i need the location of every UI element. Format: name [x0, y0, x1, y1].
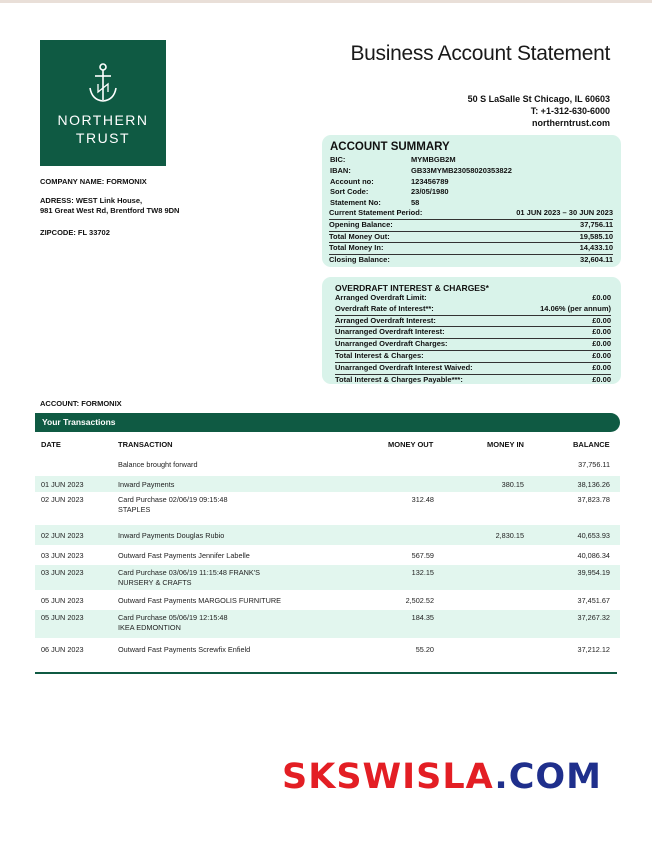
money-in-cell: 2,830.15 — [495, 530, 524, 540]
overdraft-row-value: £0.00 — [592, 293, 611, 302]
bic-value: MYMBGB2M — [411, 155, 456, 164]
overdraft-row-label: Overdraft Rate of Interest**: — [335, 303, 434, 313]
bank-address-block — [468, 93, 610, 129]
logo-text-line1: NORTHERN — [57, 112, 149, 128]
account-summary-title: ACCOUNT SUMMARY — [330, 141, 450, 153]
transactions-header-bar — [35, 413, 620, 432]
transaction-date: 01 JUN 2023 — [41, 479, 84, 489]
money-out-cell: 2,502.52 — [405, 595, 434, 605]
overdraft-row-label: Arranged Overdraft Limit: — [335, 293, 427, 302]
balance-cell: 37,267.32 — [577, 613, 610, 622]
bank-website: northerntrust.com — [531, 118, 610, 128]
summary-balances — [329, 208, 613, 266]
overdraft-row-value: £0.00 — [592, 339, 611, 349]
overdraft-row-label: Arranged Overdraft Interest: — [335, 315, 436, 325]
transaction-description: Card Purchase 05/06/19 12:15:48 IKEA EDMONTION — [118, 613, 228, 632]
account-name: FORMONIX — [81, 399, 122, 408]
bank-phone: T: +1-312-630-6000 — [530, 106, 610, 116]
statement-period-value: 01 JUN 2023 – 30 JUN 2023 — [516, 208, 613, 217]
transaction-description: Balance brought forward — [118, 460, 198, 469]
table-row — [35, 454, 620, 475]
overdraft-row-label: Unarranged Overdraft Interest: — [335, 327, 445, 337]
summary-labels — [330, 155, 381, 209]
money-out-label: Total Money Out: — [329, 231, 390, 241]
transaction-description: Inward Payments Douglas Rubio — [118, 530, 225, 540]
opening-balance-value: 37,756.11 — [580, 219, 613, 229]
watermark-part1: SKSWISLA — [282, 757, 495, 797]
closing-balance-value: 32,604.11 — [580, 255, 613, 265]
overdraft-row-value: £0.00 — [592, 327, 611, 337]
overdraft-row — [335, 293, 611, 304]
iban-value: GB33MYMB23058020353822 — [411, 165, 512, 175]
account-label — [40, 399, 122, 408]
table-row — [35, 525, 620, 545]
bank-logo — [40, 40, 166, 166]
overdraft-row-label: Unarranged Overdraft Interest Waived: — [335, 362, 473, 372]
table-row — [35, 565, 620, 590]
col-money-out-header: MONEY OUT — [388, 440, 434, 449]
overdraft-row — [335, 339, 611, 351]
overdraft-row — [335, 304, 611, 316]
transaction-description: Card Purchase 02/06/19 09:15:48 STAPLES — [118, 495, 228, 514]
transaction-description: Card Purchase 03/06/19 11:15:48 FRANK'S NURSERY & CRAFTS — [118, 568, 261, 587]
money-out-cell: 312.48 — [411, 495, 434, 504]
transaction-description: Outward Fast Payments Jennifer Labelle — [118, 550, 250, 560]
company-address-line2: 981 Great West Rd, Brentford TW8 9DN — [40, 206, 180, 215]
page-title: Business Account Statement — [350, 42, 610, 65]
money-in-label: Total Money In: — [329, 243, 384, 253]
money-in-cell: 380.15 — [501, 479, 524, 489]
overdraft-row-value: 14.06% (per annum) — [540, 303, 611, 313]
company-zipcode: ZIPCODE: FL 33702 — [40, 228, 110, 237]
overdraft-row — [335, 316, 611, 328]
overdraft-row-label: Total Interest & Charges Payable***: — [335, 374, 463, 384]
statement-number-value: 58 — [411, 198, 420, 208]
balance-cell: 37,823.78 — [577, 495, 610, 504]
sort-code-value: 23/05/1980 — [411, 187, 449, 197]
account-summary-panel — [322, 135, 621, 267]
overdraft-row — [335, 363, 611, 375]
bic-label: BIC: — [330, 155, 346, 164]
overdraft-title: OVERDRAFT INTEREST & CHARGES* — [335, 283, 489, 293]
money-out-cell: 184.35 — [411, 613, 434, 622]
money-out-value: 19,585.10 — [579, 231, 613, 241]
transaction-date: 06 JUN 2023 — [41, 644, 84, 654]
transaction-date: 02 JUN 2023 — [41, 495, 84, 504]
overdraft-row-value: £0.00 — [592, 315, 611, 325]
balance-cell: 38,136.26 — [577, 479, 610, 489]
statement-period-label: Current Statement Period: — [329, 208, 423, 217]
logo-text-line2: TRUST — [75, 130, 131, 146]
money-out-cell: 132.15 — [411, 568, 434, 577]
anchor-icon — [86, 62, 120, 106]
transaction-date: 05 JUN 2023 — [41, 613, 84, 622]
watermark-part2: .COM — [494, 757, 602, 797]
table-row — [35, 610, 620, 638]
table-row — [35, 476, 620, 492]
overdraft-row — [335, 327, 611, 339]
transaction-date: 05 JUN 2023 — [41, 595, 84, 605]
overdraft-row-label: Unarranged Overdraft Charges: — [335, 339, 448, 349]
balance-cell: 37,212.12 — [577, 644, 610, 654]
opening-balance-row — [329, 220, 613, 232]
company-address-line1: ADRESS: WEST Link House, — [40, 196, 143, 205]
overdraft-row — [335, 351, 611, 363]
money-out-row — [329, 232, 613, 244]
money-in-value: 14,433.10 — [579, 243, 613, 253]
transaction-description: Outward Fast Payments Screwfix Enfield — [118, 644, 251, 654]
transaction-description: Outward Fast Payments MARGOLIS FURNITURE — [118, 595, 281, 605]
col-money-in-header: MONEY IN — [487, 440, 524, 449]
bank-address: 50 S LaSalle St Chicago, IL 60603 — [467, 94, 610, 104]
money-out-cell: 567.59 — [411, 550, 434, 560]
statement-period-row — [329, 208, 613, 220]
closing-balance-label: Closing Balance: — [329, 255, 390, 265]
transaction-date: 03 JUN 2023 — [41, 568, 84, 577]
transaction-date: 02 JUN 2023 — [41, 530, 84, 540]
watermark — [282, 757, 602, 797]
opening-balance-label: Opening Balance: — [329, 219, 393, 229]
account-prefix: ACCOUNT: — [40, 399, 80, 408]
overdraft-row-value: £0.00 — [592, 350, 611, 360]
table-row — [35, 545, 620, 565]
table-row — [35, 590, 620, 610]
closing-balance-row — [329, 255, 613, 266]
col-date-header: DATE — [41, 440, 61, 449]
table-end-rule — [35, 672, 617, 674]
overdraft-row-label: Total Interest & Charges: — [335, 350, 424, 360]
top-rule — [0, 0, 652, 3]
balance-cell: 39,954.19 — [577, 568, 610, 577]
balance-cell: 40,086.34 — [577, 550, 610, 560]
transaction-description: Inward Payments — [118, 479, 175, 489]
overdraft-row-value: £0.00 — [592, 374, 611, 384]
table-row — [35, 492, 620, 525]
statement-number-label: Statement No: — [330, 198, 381, 208]
col-transaction-header: TRANSACTION — [118, 440, 173, 449]
company-name: COMPANY NAME: FORMONIX — [40, 177, 147, 186]
balance-cell: 37,756.11 — [578, 460, 610, 469]
overdraft-row-value: £0.00 — [592, 362, 611, 372]
overdraft-rows — [335, 293, 611, 385]
money-in-row — [329, 243, 613, 255]
col-balance-header: BALANCE — [573, 440, 610, 449]
account-number-label: Account no: — [330, 176, 374, 186]
sort-code-label: Sort Code: — [330, 187, 369, 197]
balance-cell: 37,451.67 — [577, 595, 610, 605]
money-out-cell: 55.20 — [415, 644, 434, 654]
transaction-date: 03 JUN 2023 — [41, 550, 84, 560]
overdraft-panel — [322, 277, 621, 384]
account-number-value: 123456789 — [411, 176, 449, 186]
summary-values — [411, 155, 512, 209]
iban-label: IBAN: — [330, 165, 351, 175]
overdraft-row — [335, 375, 611, 386]
balance-cell: 40,653.93 — [577, 530, 610, 540]
table-row — [35, 638, 620, 660]
transactions-title: Your Transactions — [42, 417, 116, 427]
